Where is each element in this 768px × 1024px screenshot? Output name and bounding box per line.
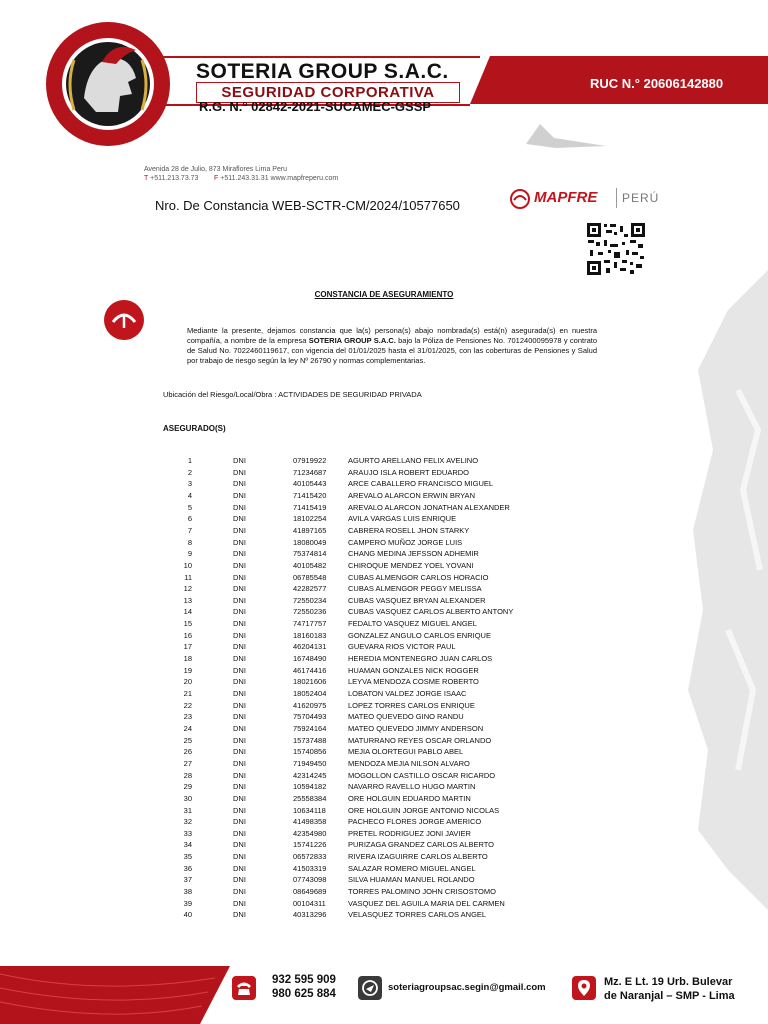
body-company-name: SOTERIA GROUP S.A.C.	[308, 336, 396, 345]
doc-number: 16748490	[293, 654, 327, 664]
row-number: 31	[183, 805, 192, 815]
row-number: 35	[183, 852, 192, 862]
doc-number: 25558384	[293, 793, 327, 803]
doc-type: DNI	[233, 630, 246, 640]
body-text-part1: Mediante la presente, dejamos constancia que la(s) persona(s) abajo nombrada(s) está(n) asegurada(s) en nuestra compañía, a nombre de la empresa	[187, 326, 597, 345]
doc-number: 74717757	[293, 619, 327, 629]
row-number: 9	[187, 549, 192, 559]
row-number: 21	[183, 689, 192, 698]
insured-name: LOPEZ TORRES CARLOS ENRIQUE	[348, 700, 475, 710]
insured-name: MATEO QUEVEDO GINO RANDU	[348, 712, 464, 722]
doc-type: DNI	[233, 887, 246, 897]
mapfre-seal-icon	[104, 300, 144, 340]
insured-name: SALAZAR ROMERO MIGUEL ANGEL	[348, 863, 476, 873]
mapfre-emblem-icon	[510, 189, 530, 209]
doc-number: 72550234	[293, 595, 327, 605]
footer-address-line2: de Naranjal – SMP - Lima	[604, 990, 735, 1002]
row-number: 20	[183, 677, 192, 687]
doc-number: 18021606	[293, 677, 327, 687]
doc-type: DNI	[233, 456, 246, 465]
doc-number: 75924164	[293, 723, 327, 733]
doc-type: DNI	[233, 863, 246, 873]
doc-type: DNI	[233, 665, 246, 675]
footer-email[interactable]: soteriagroupsac.segin@gmail.com	[388, 982, 546, 993]
insured-name: MEJIA OLORTEGUI PABLO ABEL	[348, 747, 464, 757]
fax-label: F	[214, 175, 219, 182]
insured-name: PRETEL RODRIGUEZ JONI JAVIER	[348, 828, 471, 838]
row-number: 34	[183, 840, 192, 850]
insured-name: MENDOZA MEJIA NILSON ALVARO	[348, 758, 470, 768]
doc-type: DNI	[233, 514, 246, 524]
row-number: 39	[183, 898, 192, 908]
doc-number: 42282577	[293, 584, 327, 594]
doc-number: 71415420	[293, 490, 327, 500]
row-number: 38	[183, 887, 192, 897]
phone-label: T	[144, 175, 149, 182]
row-number: 11	[184, 572, 192, 582]
constancia-number: Nro. De Constancia WEB-SCTR-CM/2024/10577650	[155, 198, 460, 213]
doc-number: 42354980	[293, 828, 327, 838]
footer-address-line1: Mz. E Lt. 19 Urb. Bulevar	[604, 976, 733, 988]
insured-name: AREVALO ALARCON ERWIN BRYAN	[348, 490, 475, 500]
doc-type: DNI	[233, 549, 246, 559]
row-number: 6	[187, 514, 192, 524]
doc-number: 40105443	[293, 479, 327, 489]
doc-type: DNI	[233, 898, 246, 908]
insured-name: LEYVA MENDOZA COSME ROBERTO	[348, 677, 479, 687]
doc-number: 07919922	[293, 456, 327, 465]
row-number: 40	[183, 910, 192, 920]
doc-number: 10594182	[293, 782, 327, 792]
insured-name: GONZALEZ ANGULO CARLOS ENRIQUE	[348, 630, 491, 640]
doc-number: 46204131	[293, 642, 327, 652]
phone-icon	[232, 976, 256, 1000]
insured-name: CHANG MEDINA JEFSSON ADHEMIR	[348, 549, 479, 559]
doc-number: 75374814	[293, 549, 327, 559]
doc-type: DNI	[233, 805, 246, 815]
doc-number: 18160183	[293, 630, 327, 640]
insured-name: CUBAS VASQUEZ BRYAN ALEXANDER	[348, 595, 486, 605]
doc-number: 15740856	[293, 747, 327, 757]
doc-number: 18102254	[293, 514, 327, 524]
insured-name: TORRES PALOMINO JOHN CRISOSTOMO	[348, 887, 496, 897]
doc-number: 18080049	[293, 537, 327, 547]
decorative-swoosh	[526, 124, 606, 148]
doc-number: 71234687	[293, 467, 327, 477]
insured-name: CUBAS ALMENGOR CARLOS HORACIO	[348, 572, 489, 582]
location-pin-icon	[572, 976, 596, 1000]
doc-type: DNI	[233, 677, 246, 687]
insured-name: AVILA VARGAS LUIS ENRIQUE	[348, 514, 457, 524]
doc-type: DNI	[233, 723, 246, 733]
insured-name: FEDALTO VASQUEZ MIGUEL ANGEL	[348, 619, 477, 629]
insured-name: CUBAS ALMENGOR PEGGY MELISSA	[348, 584, 482, 594]
row-number: 14	[183, 607, 192, 617]
row-number: 8	[187, 537, 192, 547]
insured-name: AREVALO ALARCON JONATHAN ALEXANDER	[348, 502, 510, 512]
row-number: 16	[183, 630, 192, 640]
phone-number-2: 980 625 884	[272, 988, 336, 1000]
row-number: 19	[183, 665, 192, 675]
row-number: 36	[183, 863, 192, 873]
mapfre-address: Avenida 28 de Julio, 873 Miraflores Lima Peru	[144, 166, 288, 173]
doc-type: DNI	[233, 747, 246, 757]
footer-address	[604, 975, 735, 1003]
doc-number: 40105482	[293, 560, 327, 570]
insured-name: PURIZAGA GRANDEZ CARLOS ALBERTO	[348, 840, 495, 850]
doc-type: DNI	[233, 467, 246, 477]
insured-name: VELASQUEZ TORRES CARLOS ANGEL	[348, 910, 487, 920]
doc-type: DNI	[233, 595, 246, 605]
doc-number: 06785548	[293, 572, 327, 582]
doc-number: 75704493	[293, 712, 327, 722]
row-number: 24	[183, 723, 192, 733]
row-number: 18	[183, 654, 192, 664]
row-number: 27	[183, 758, 192, 768]
doc-type: DNI	[233, 700, 246, 710]
doc-number: 15741226	[293, 840, 327, 850]
insured-name: HUAMAN GONZALES NICK ROGGER	[348, 665, 479, 675]
doc-type: DNI	[233, 654, 246, 664]
doc-type: DNI	[233, 735, 246, 745]
header-rule-top	[150, 56, 480, 58]
footer-red-band	[0, 966, 230, 1024]
insured-name: RIVERA IZAGUIRRE CARLOS ALBERTO	[348, 852, 488, 862]
mapfre-brand: MAPFRE	[534, 189, 598, 206]
doc-number: 15737488	[293, 735, 327, 745]
row-number: 23	[183, 712, 192, 722]
phone-number-1: 932 595 909	[272, 974, 336, 986]
row-number: 37	[183, 875, 192, 885]
insured-name: CAMPERO MUÑOZ JORGE LUIS	[348, 537, 463, 547]
insured-name: HEREDIA MONTENEGRO JUAN CARLOS	[348, 654, 493, 664]
fax-value: +511.243.31.31 www.mapfreperu.com	[220, 175, 339, 182]
doc-number: 41498358	[293, 817, 327, 827]
doc-type: DNI	[233, 840, 246, 850]
ruc-number: RUC N.° 20606142880	[590, 76, 724, 91]
row-number: 5	[187, 502, 192, 512]
insured-name: MATEO QUEVEDO JIMMY ANDERSON	[348, 723, 484, 733]
doc-number: 07743098	[293, 875, 327, 885]
doc-type: DNI	[233, 502, 246, 512]
row-number: 13	[183, 595, 192, 605]
insured-name: CUBAS VASQUEZ CARLOS ALBERTO ANTONY	[348, 607, 514, 617]
insured-name: ARCE CABALLERO FRANCISCO MIGUEL	[348, 479, 494, 489]
doc-type: DNI	[233, 619, 246, 629]
doc-type: DNI	[233, 782, 246, 792]
doc-number: 46174416	[293, 665, 327, 675]
row-number: 25	[183, 735, 192, 745]
constancia-body	[187, 326, 597, 366]
row-number: 1	[187, 456, 192, 465]
doc-type: DNI	[233, 537, 246, 547]
insured-name: VASQUEZ DEL AGUILA MARIA DEL CARMEN	[348, 898, 505, 908]
doc-type: DNI	[233, 607, 246, 617]
doc-type: DNI	[233, 572, 246, 582]
doc-type: DNI	[233, 712, 246, 722]
doc-type: DNI	[233, 793, 246, 803]
doc-type: DNI	[233, 852, 246, 862]
doc-type: DNI	[233, 758, 246, 768]
mapfre-contact	[144, 175, 338, 182]
doc-number: 71415419	[293, 502, 327, 512]
row-number: 28	[183, 770, 192, 780]
row-number: 3	[187, 479, 192, 489]
row-number: 17	[183, 642, 192, 652]
insured-name: ORE HOLGUIN JORGE ANTONIO NICOLAS	[348, 805, 500, 815]
doc-type: DNI	[233, 770, 246, 780]
insured-name: MOGOLLON CASTILLO OSCAR RICARDO	[348, 770, 496, 780]
mapfre-country: PERÚ	[622, 191, 660, 205]
insured-name: ORE HOLGUIN EDUARDO MARTIN	[348, 793, 471, 803]
doc-type: DNI	[233, 642, 246, 652]
insured-name: NAVARRO RAVELLO HUGO MARTIN	[348, 782, 476, 792]
doc-number: 41620975	[293, 700, 327, 710]
doc-number: 40313296	[293, 910, 327, 920]
row-number: 30	[183, 793, 192, 803]
insured-name: ARAUJO ISLA ROBERT EDUARDO	[348, 467, 470, 477]
doc-type: DNI	[233, 490, 246, 500]
doc-type: DNI	[233, 689, 246, 698]
row-number: 2	[187, 467, 192, 477]
row-number: 12	[183, 584, 192, 594]
row-number: 26	[183, 747, 192, 757]
doc-number: 41503319	[293, 863, 327, 873]
doc-number: 00104311	[293, 898, 326, 908]
doc-type: DNI	[233, 479, 246, 489]
row-number: 15	[183, 619, 192, 629]
qr-code	[586, 222, 646, 276]
soteria-logo	[44, 20, 172, 148]
doc-type: DNI	[233, 560, 246, 570]
row-number: 10	[183, 560, 192, 570]
doc-number: 08649689	[293, 887, 327, 897]
row-number: 4	[187, 490, 192, 500]
insured-name: LOBATON VALDEZ JORGE ISAAC	[348, 689, 467, 698]
row-number: 7	[187, 525, 192, 535]
doc-number: 41897165	[293, 525, 327, 535]
registration-number: R.G. N.° 02842-2021-SUCAMEC-GSSP	[199, 99, 432, 114]
insured-name: AGURTO ARELLANO FELIX AVELINO	[348, 456, 479, 465]
doc-number: 10634118	[293, 805, 326, 815]
insured-name: GUEVARA RIOS VICTOR PAUL	[348, 642, 456, 652]
document-title: CONSTANCIA DE ASEGURAMIENTO	[314, 290, 454, 299]
doc-type: DNI	[233, 525, 246, 535]
doc-number: 42314245	[293, 770, 327, 780]
doc-type: DNI	[233, 584, 246, 594]
insured-name: SILVA HUAMAN MANUEL ROLANDO	[348, 875, 475, 885]
insured-name: PACHECO FLORES JORGE AMERICO	[348, 817, 482, 827]
row-number: 22	[183, 700, 192, 710]
row-number: 33	[183, 828, 192, 838]
doc-type: DNI	[233, 817, 246, 827]
doc-type: DNI	[233, 828, 246, 838]
insured-name: MATURRANO REYES OSCAR ORLANDO	[348, 735, 492, 745]
doc-type: DNI	[233, 910, 246, 920]
footer-phones	[272, 973, 336, 1001]
risk-location: Ubicación del Riesgo/Local/Obra : ACTIVIDADES DE SEGURIDAD PRIVADA	[163, 390, 422, 399]
doc-type: DNI	[233, 875, 246, 885]
email-icon	[358, 976, 382, 1000]
mapfre-logo	[510, 188, 660, 210]
insured-name: CHIROQUE MENDEZ YOEL YOVANI	[348, 560, 474, 570]
company-subtitle: SEGURIDAD CORPORATIVA	[196, 82, 460, 103]
doc-number: 72550236	[293, 607, 327, 617]
insured-heading: ASEGURADO(S)	[163, 424, 226, 433]
row-number: 32	[183, 817, 192, 827]
row-number: 29	[183, 782, 192, 792]
doc-number: 06572833	[293, 852, 327, 862]
company-name: SOTERIA GROUP S.A.C.	[196, 60, 449, 83]
insured-name: CABRERA ROSELL JHON STARKY	[348, 525, 470, 535]
decorative-helmet-watermark	[688, 270, 768, 910]
doc-number: 18052404	[293, 689, 327, 698]
body-text-part2: bajo la Póliza de Pensiones No. 7012400095978 y contrato de Salud No. 7022460119617, con vigencia del 01/01/2025 hasta el 31/01/2025, con las coberturas de Pensiones y Salud por trabajo de riesgo según la ley Nº 26790 y normas complementarias.	[187, 336, 597, 365]
doc-number: 71949450	[293, 758, 327, 768]
phone-value: +511.213.73.73	[150, 175, 199, 182]
